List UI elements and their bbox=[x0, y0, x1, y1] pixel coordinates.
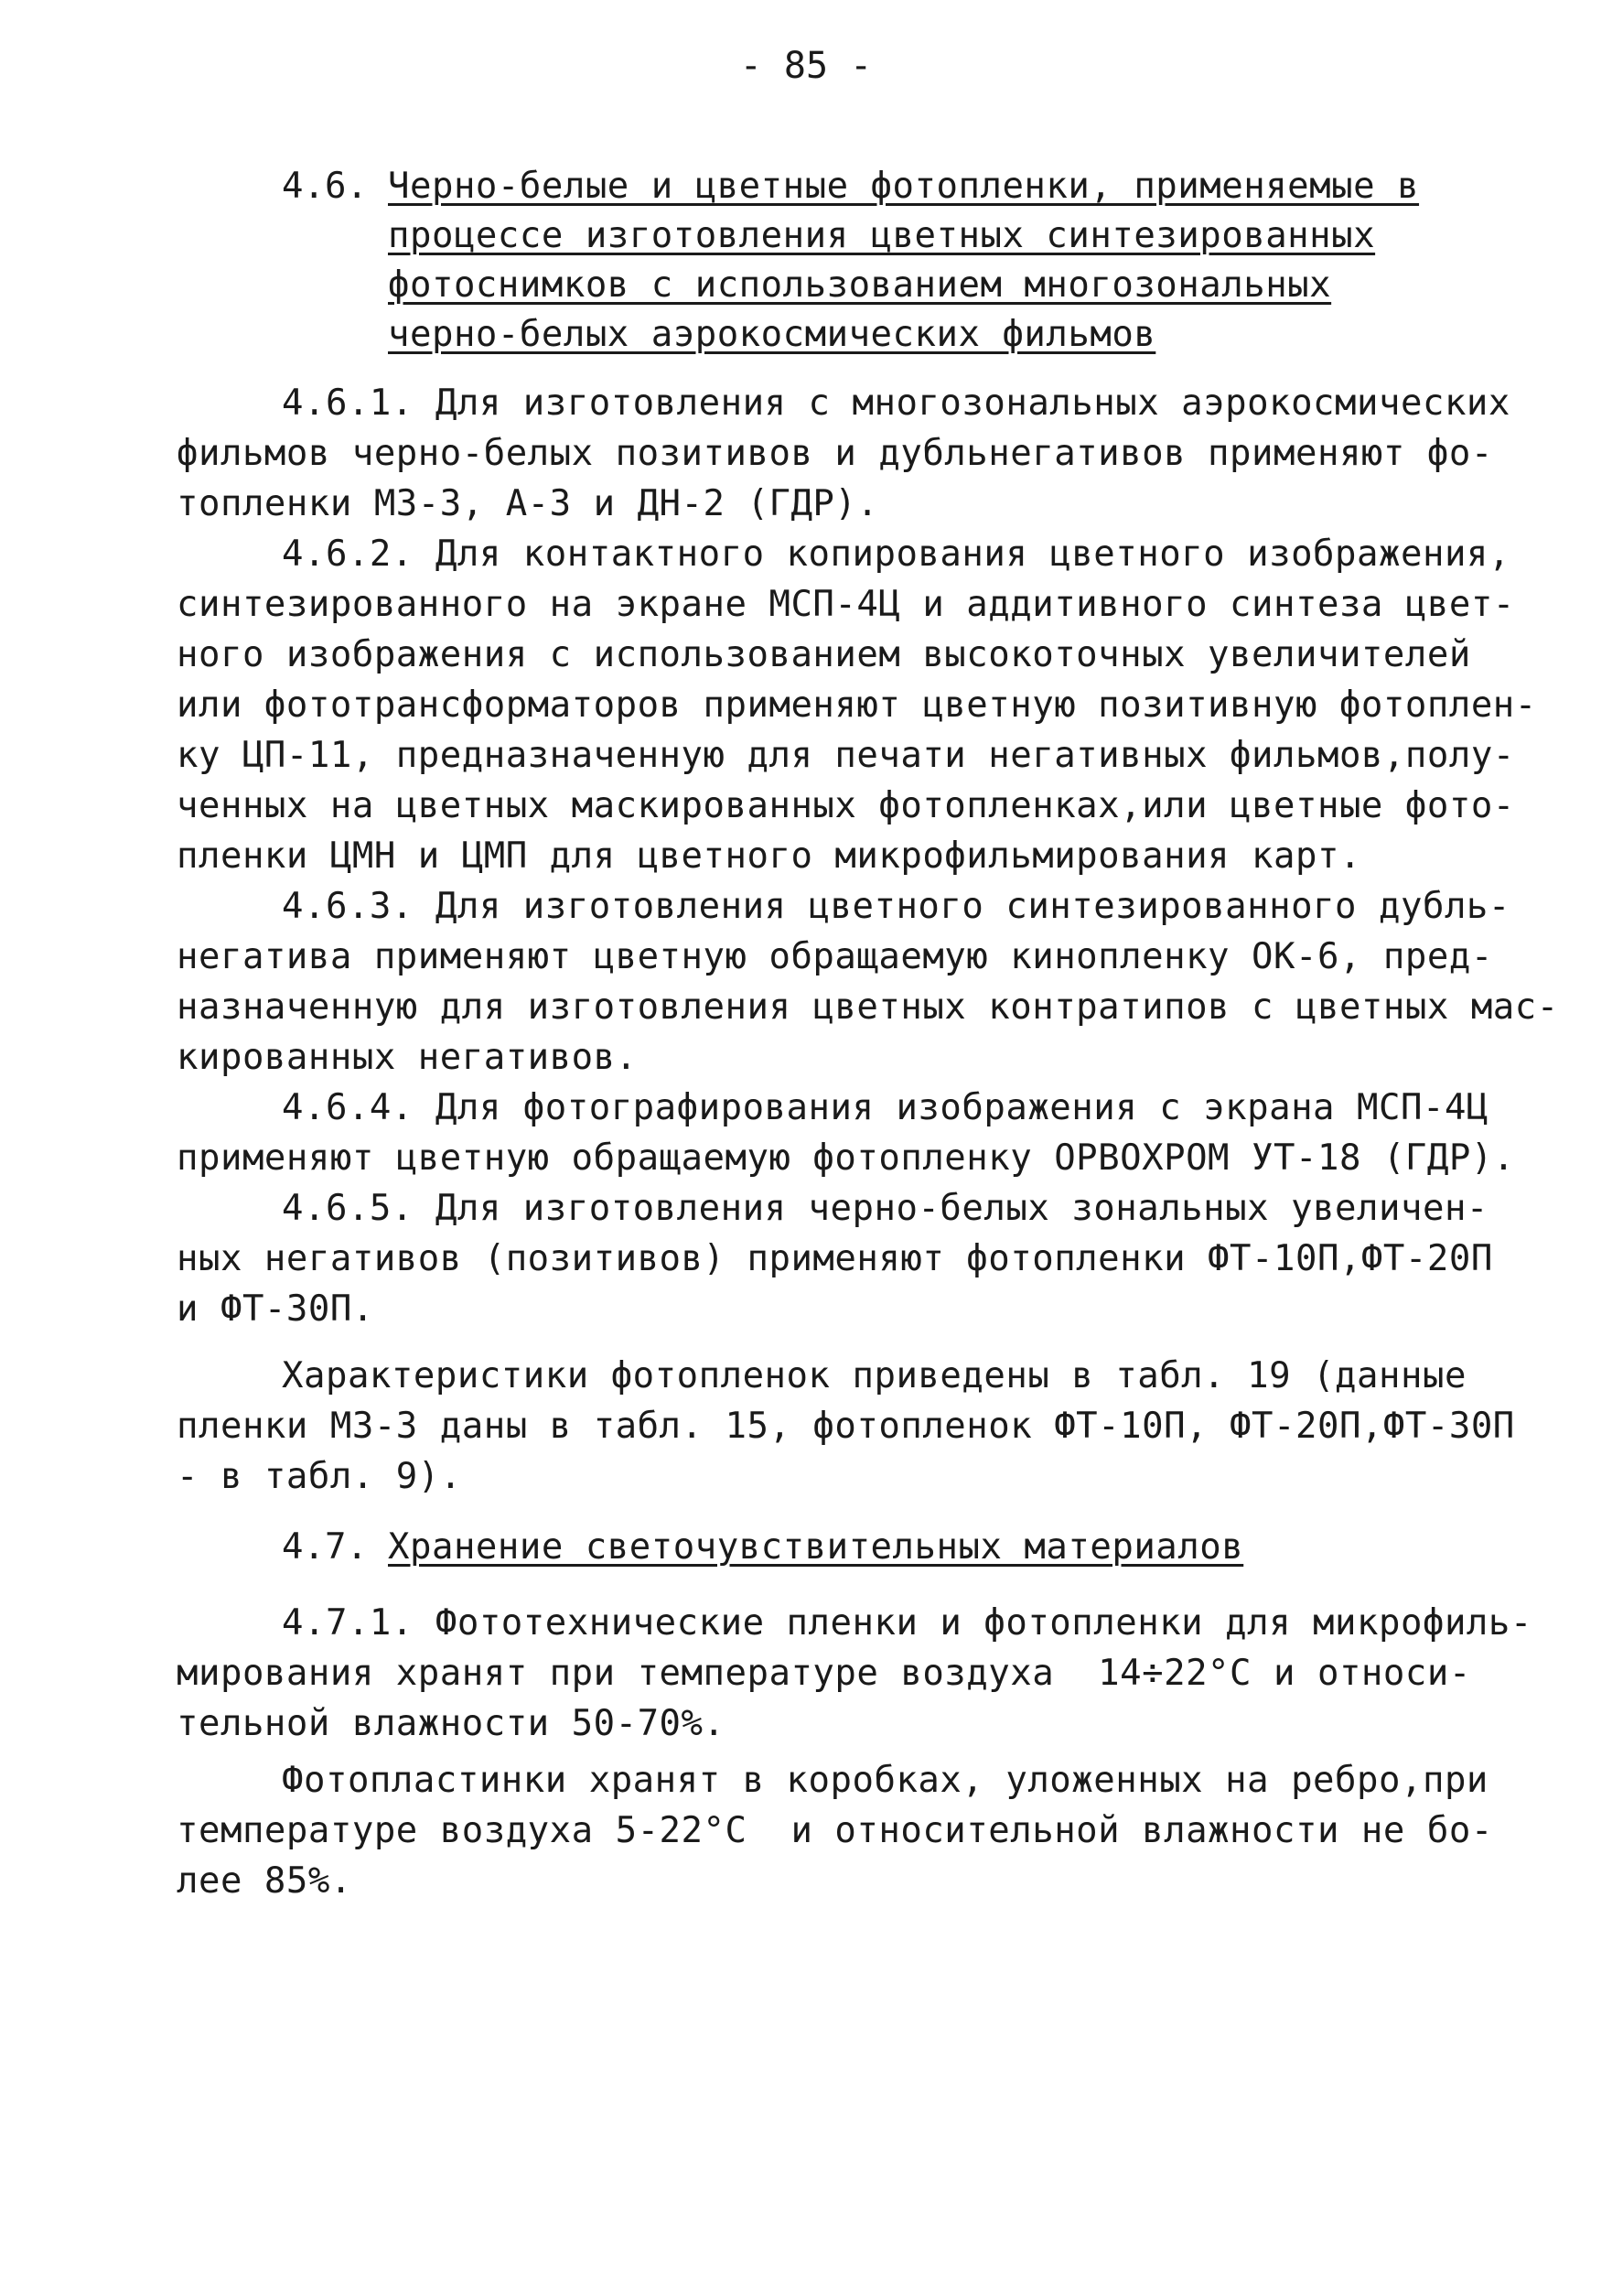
photo-plates-line-2: температуре воздуха 5-22°С и относительной влажности не бо- bbox=[177, 1810, 1493, 1851]
section-4-7-title: Хранение светочувствительных материалов bbox=[388, 1526, 1244, 1568]
characteristics-line-2: пленки МЗ-3 даны в табл. 15, фотопленок ФТ-10П, ФТ-20П,ФТ-30П bbox=[177, 1406, 1515, 1447]
paragraph-4-6-2-line-1: 4.6.2. Для контактного копирования цветного изображения, bbox=[282, 534, 1510, 575]
paragraph-4-6-3-line-4: кированных негативов. bbox=[177, 1037, 638, 1078]
paragraph-4-7-1-line-2: мирования хранят при температуре воздуха 14÷22°С и относи- bbox=[177, 1653, 1471, 1694]
paragraph-4-6-5-line-3: и ФТ-30П. bbox=[177, 1288, 374, 1330]
section-4-7-number: 4.7. bbox=[282, 1526, 368, 1568]
paragraph-4-6-4-line-1: 4.6.4. Для фотографирования изображения с экрана МСП-4Ц bbox=[282, 1087, 1488, 1128]
paragraph-4-6-1-line-1: 4.6.1. Для изготовления с многозональных аэрокосмических bbox=[282, 383, 1510, 424]
paragraph-4-6-1-line-2: фильмов черно-белых позитивов и дубльнегативов применяют фо- bbox=[177, 433, 1493, 474]
paragraph-4-6-4-line-2: применяют цветную обращаемую фотопленку ОРВОХРОМ УТ-18 (ГДР). bbox=[177, 1137, 1515, 1179]
paragraph-4-7-1-line-3: тельной влажности 50-70%. bbox=[177, 1703, 725, 1744]
characteristics-line-3: - в табл. 9). bbox=[177, 1456, 462, 1497]
page-number: - 85 - bbox=[739, 45, 873, 87]
paragraph-4-6-3-line-1: 4.6.3. Для изготовления цветного синтезированного дубль- bbox=[282, 886, 1510, 927]
paragraph-4-6-2-line-3: ного изображения с использованием высокоточных увеличителей bbox=[177, 634, 1471, 675]
paragraph-4-6-1-line-3: топленки МЗ-3, А-3 и ДН-2 (ГДР). bbox=[177, 483, 879, 524]
section-4-6-number: 4.6. bbox=[282, 166, 368, 207]
section-4-6-title-line-3: фотоснимков с использованием многозональных bbox=[388, 264, 1332, 306]
paragraph-4-6-3-line-2: негатива применяют цветную обращаемую кинопленку ОК-6, пред- bbox=[177, 936, 1493, 977]
paragraph-4-6-3-line-3: назначенную для изготовления цветных контратипов с цветных мас- bbox=[177, 986, 1559, 1028]
photo-plates-line-3: лее 85%. bbox=[177, 1860, 352, 1902]
paragraph-4-6-2-line-2: синтезированного на экране МСП-4Ц и аддитивного синтеза цвет- bbox=[177, 584, 1515, 625]
section-4-6-title-line-1: Черно-белые и цветные фотопленки, применяемые в bbox=[388, 166, 1420, 207]
characteristics-line-1: Характеристики фотопленок приведены в табл. 19 (данные bbox=[282, 1355, 1467, 1396]
section-4-6-title-line-2: процессе изготовления цветных синтезированных bbox=[388, 215, 1376, 256]
paragraph-4-6-2-line-4: или фототрансформаторов применяют цветную позитивную фотоплен- bbox=[177, 684, 1537, 726]
paragraph-4-6-2-line-7: пленки ЦМН и ЦМП для цветного микрофильмирования карт. bbox=[177, 835, 1361, 877]
paragraph-4-6-5-line-1: 4.6.5. Для изготовления черно-белых зональных увеличен- bbox=[282, 1188, 1488, 1229]
paragraph-4-6-5-line-2: ных негативов (позитивов) применяют фотопленки ФТ-10П,ФТ-20П bbox=[177, 1238, 1493, 1279]
section-4-6-title-line-4: черно-белых аэрокосмических фильмов bbox=[388, 314, 1156, 355]
photo-plates-line-1: Фотопластинки хранят в коробках, уложенных на ребро,при bbox=[282, 1760, 1488, 1801]
paragraph-4-7-1-line-1: 4.7.1. Фототехнические пленки и фотопленки для микрофиль- bbox=[282, 1602, 1532, 1644]
paragraph-4-6-2-line-6: ченных на цветных маскированных фотопленках,или цветные фото- bbox=[177, 785, 1515, 826]
paragraph-4-6-2-line-5: ку ЦП-11, предназначенную для печати негативных фильмов,полу- bbox=[177, 735, 1515, 776]
